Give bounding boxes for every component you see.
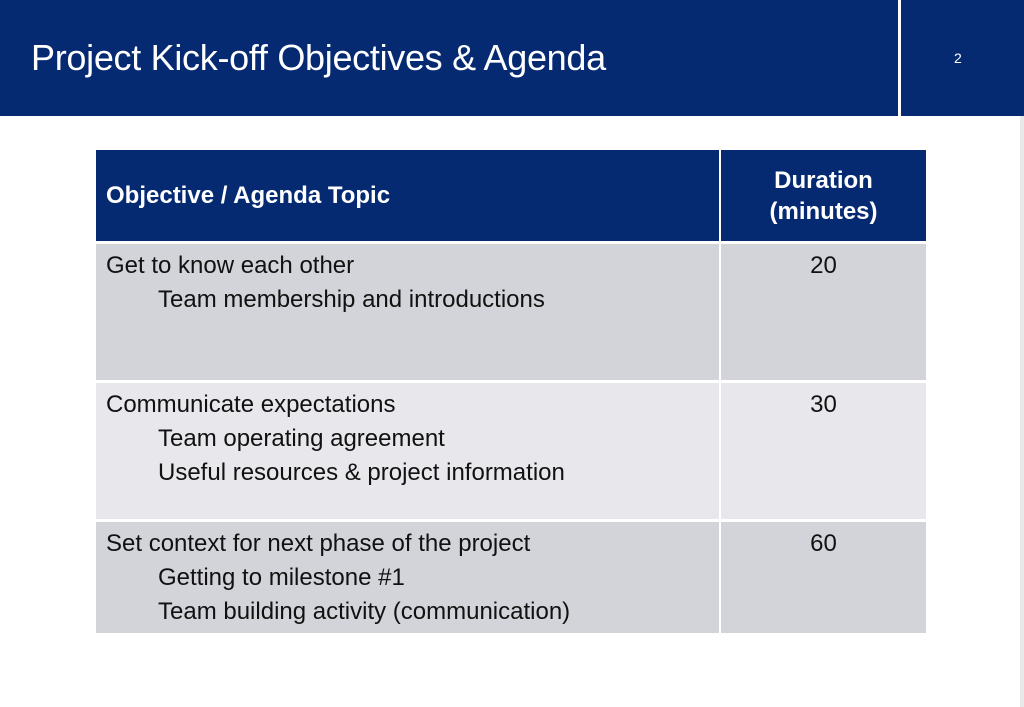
page-number: 2 xyxy=(954,50,962,66)
duration-cell: 20 xyxy=(720,243,926,382)
objective-text: Set context for next phase of the project xyxy=(106,530,531,557)
agenda-subitem: Team operating agreement xyxy=(158,425,445,452)
topic-cell xyxy=(96,382,720,521)
duration-cell: 60 xyxy=(720,521,926,634)
agenda-subitem: Team building activity (communication) xyxy=(158,598,571,625)
table-row xyxy=(96,243,926,382)
topic-column-header: Objective / Agenda Topic xyxy=(96,150,720,243)
agenda-subitem: Team membership and introductions xyxy=(158,286,545,313)
table-header-row xyxy=(96,150,926,243)
duration-header-line2: (minutes) xyxy=(769,197,878,225)
duration-header-line1: Duration xyxy=(774,166,873,194)
header-divider xyxy=(898,0,901,116)
agenda-subitem: Useful resources & project information xyxy=(158,459,565,486)
objective-text: Communicate expectations xyxy=(106,391,396,418)
topic-cell xyxy=(96,243,720,382)
title-bar xyxy=(0,0,1024,116)
table-row xyxy=(96,521,926,634)
slide-title: Project Kick-off Objectives & Agenda xyxy=(31,37,606,78)
agenda-subitem: Getting to milestone #1 xyxy=(158,564,405,591)
agenda-table xyxy=(96,150,926,633)
topic-cell xyxy=(96,521,720,634)
duration-cell: 30 xyxy=(720,382,926,521)
slide-edge xyxy=(1020,116,1024,707)
duration-column-header xyxy=(720,150,926,243)
table-row xyxy=(96,382,926,521)
objective-text: Get to know each other xyxy=(106,252,355,279)
